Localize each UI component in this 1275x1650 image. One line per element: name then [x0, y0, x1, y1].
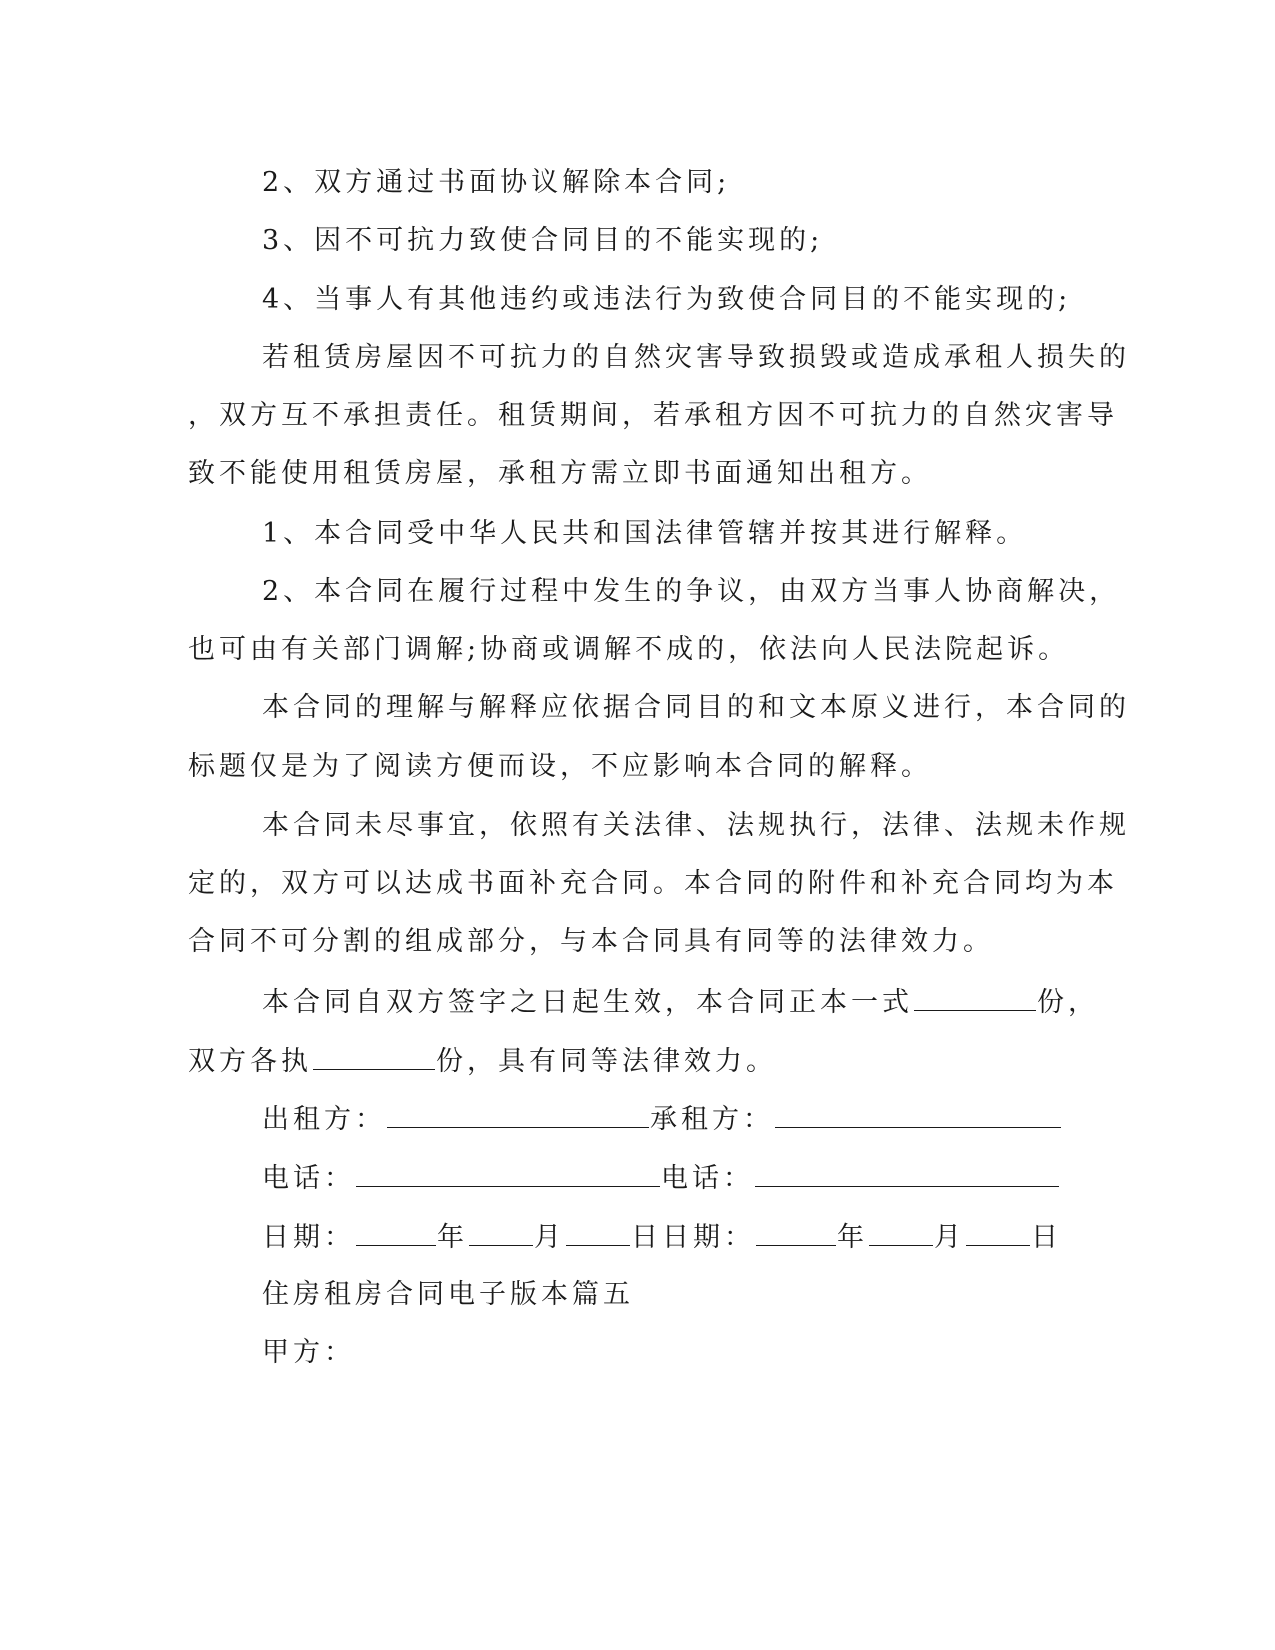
force-majeure-line-2: ，双方互不承担责任。租赁期间，若承租方因不可抗力的自然灾害导	[188, 400, 1118, 431]
lessor-phone-label: 电话：	[262, 1163, 355, 1194]
month-unit: 月	[934, 1222, 965, 1253]
lessee-blank	[775, 1100, 1061, 1128]
effect-line-2-suffix: 份，具有同等法律效力。	[436, 1046, 777, 1077]
interpretation-line-1: 本合同的理解与解释应依据合同目的和文本原义进行，本合同的	[262, 692, 1130, 723]
interpretation-line-2: 标题仅是为了阅读方便而设，不应影响本合同的解释。	[188, 751, 932, 782]
lessor-month-blank	[469, 1218, 533, 1246]
effect-line-2	[188, 1042, 1088, 1080]
lessee-phone-label: 电话：	[661, 1163, 754, 1194]
signature-parties-row	[262, 1100, 1162, 1138]
supplement-line-3: 合同不可分割的组成部分，与本合同具有同等的法律效力。	[188, 926, 994, 957]
month-unit: 月	[534, 1222, 565, 1253]
lessor-label: 出租方：	[262, 1104, 386, 1135]
party-a-label: 甲方：	[262, 1337, 355, 1368]
lessor-day-blank	[566, 1218, 630, 1246]
year-unit: 年	[437, 1222, 468, 1253]
day-unit: 日	[1031, 1222, 1062, 1253]
supplement-line-2: 定的，双方可以达成书面补充合同。本合同的附件和补充合同均为本	[188, 868, 1118, 899]
year-unit: 年	[837, 1222, 868, 1253]
clause-2-termination: 2、双方通过书面协议解除本合同;	[262, 167, 731, 198]
lessor-date-label: 日期：	[262, 1222, 355, 1253]
signature-date-row	[262, 1218, 1162, 1256]
day-unit: 日	[631, 1222, 662, 1253]
law-clause-1: 1、本合同受中华人民共和国法律管辖并按其进行解释。	[262, 518, 1028, 549]
law-clause-2-line-2: 也可由有关部门调解;协商或调解不成的，依法向人民法院起诉。	[188, 634, 1070, 665]
lessee-year-blank	[756, 1218, 836, 1246]
clause-3-termination: 3、因不可抗力致使合同目的不能实现的;	[262, 225, 824, 256]
section-title: 住房租房合同电子版本篇五	[262, 1279, 634, 1310]
copies-each-blank	[313, 1042, 435, 1070]
effect-line-1-suffix: 份，	[1037, 987, 1099, 1018]
effect-line-1	[262, 983, 1162, 1021]
lessee-date-label: 日期：	[662, 1222, 755, 1253]
law-clause-2-line-1: 2、本合同在履行过程中发生的争议，由双方当事人协商解决，	[262, 576, 1121, 607]
lessee-label: 承租方：	[650, 1104, 774, 1135]
signature-phone-row	[262, 1159, 1162, 1197]
lessor-year-blank	[356, 1218, 436, 1246]
force-majeure-line-3: 致不能使用租赁房屋，承租方需立即书面通知出租方。	[188, 458, 932, 489]
supplement-line-1: 本合同未尽事宜，依照有关法律、法规执行，法律、法规未作规	[262, 810, 1130, 841]
lessee-day-blank	[966, 1218, 1030, 1246]
copies-total-blank	[914, 983, 1036, 1011]
effect-line-2-text: 双方各执	[188, 1046, 312, 1077]
effect-line-1-text: 本合同自双方签字之日起生效，本合同正本一式	[262, 987, 913, 1018]
clause-4-termination: 4、当事人有其他违约或违法行为致使合同目的不能实现的;	[262, 284, 1072, 315]
lessor-blank	[387, 1100, 649, 1128]
lessee-phone-blank	[755, 1159, 1059, 1187]
lessor-phone-blank	[356, 1159, 660, 1187]
lessee-month-blank	[869, 1218, 933, 1246]
force-majeure-line-1: 若租赁房屋因不可抗力的自然灾害导致损毁或造成承租人损失的	[262, 342, 1130, 373]
